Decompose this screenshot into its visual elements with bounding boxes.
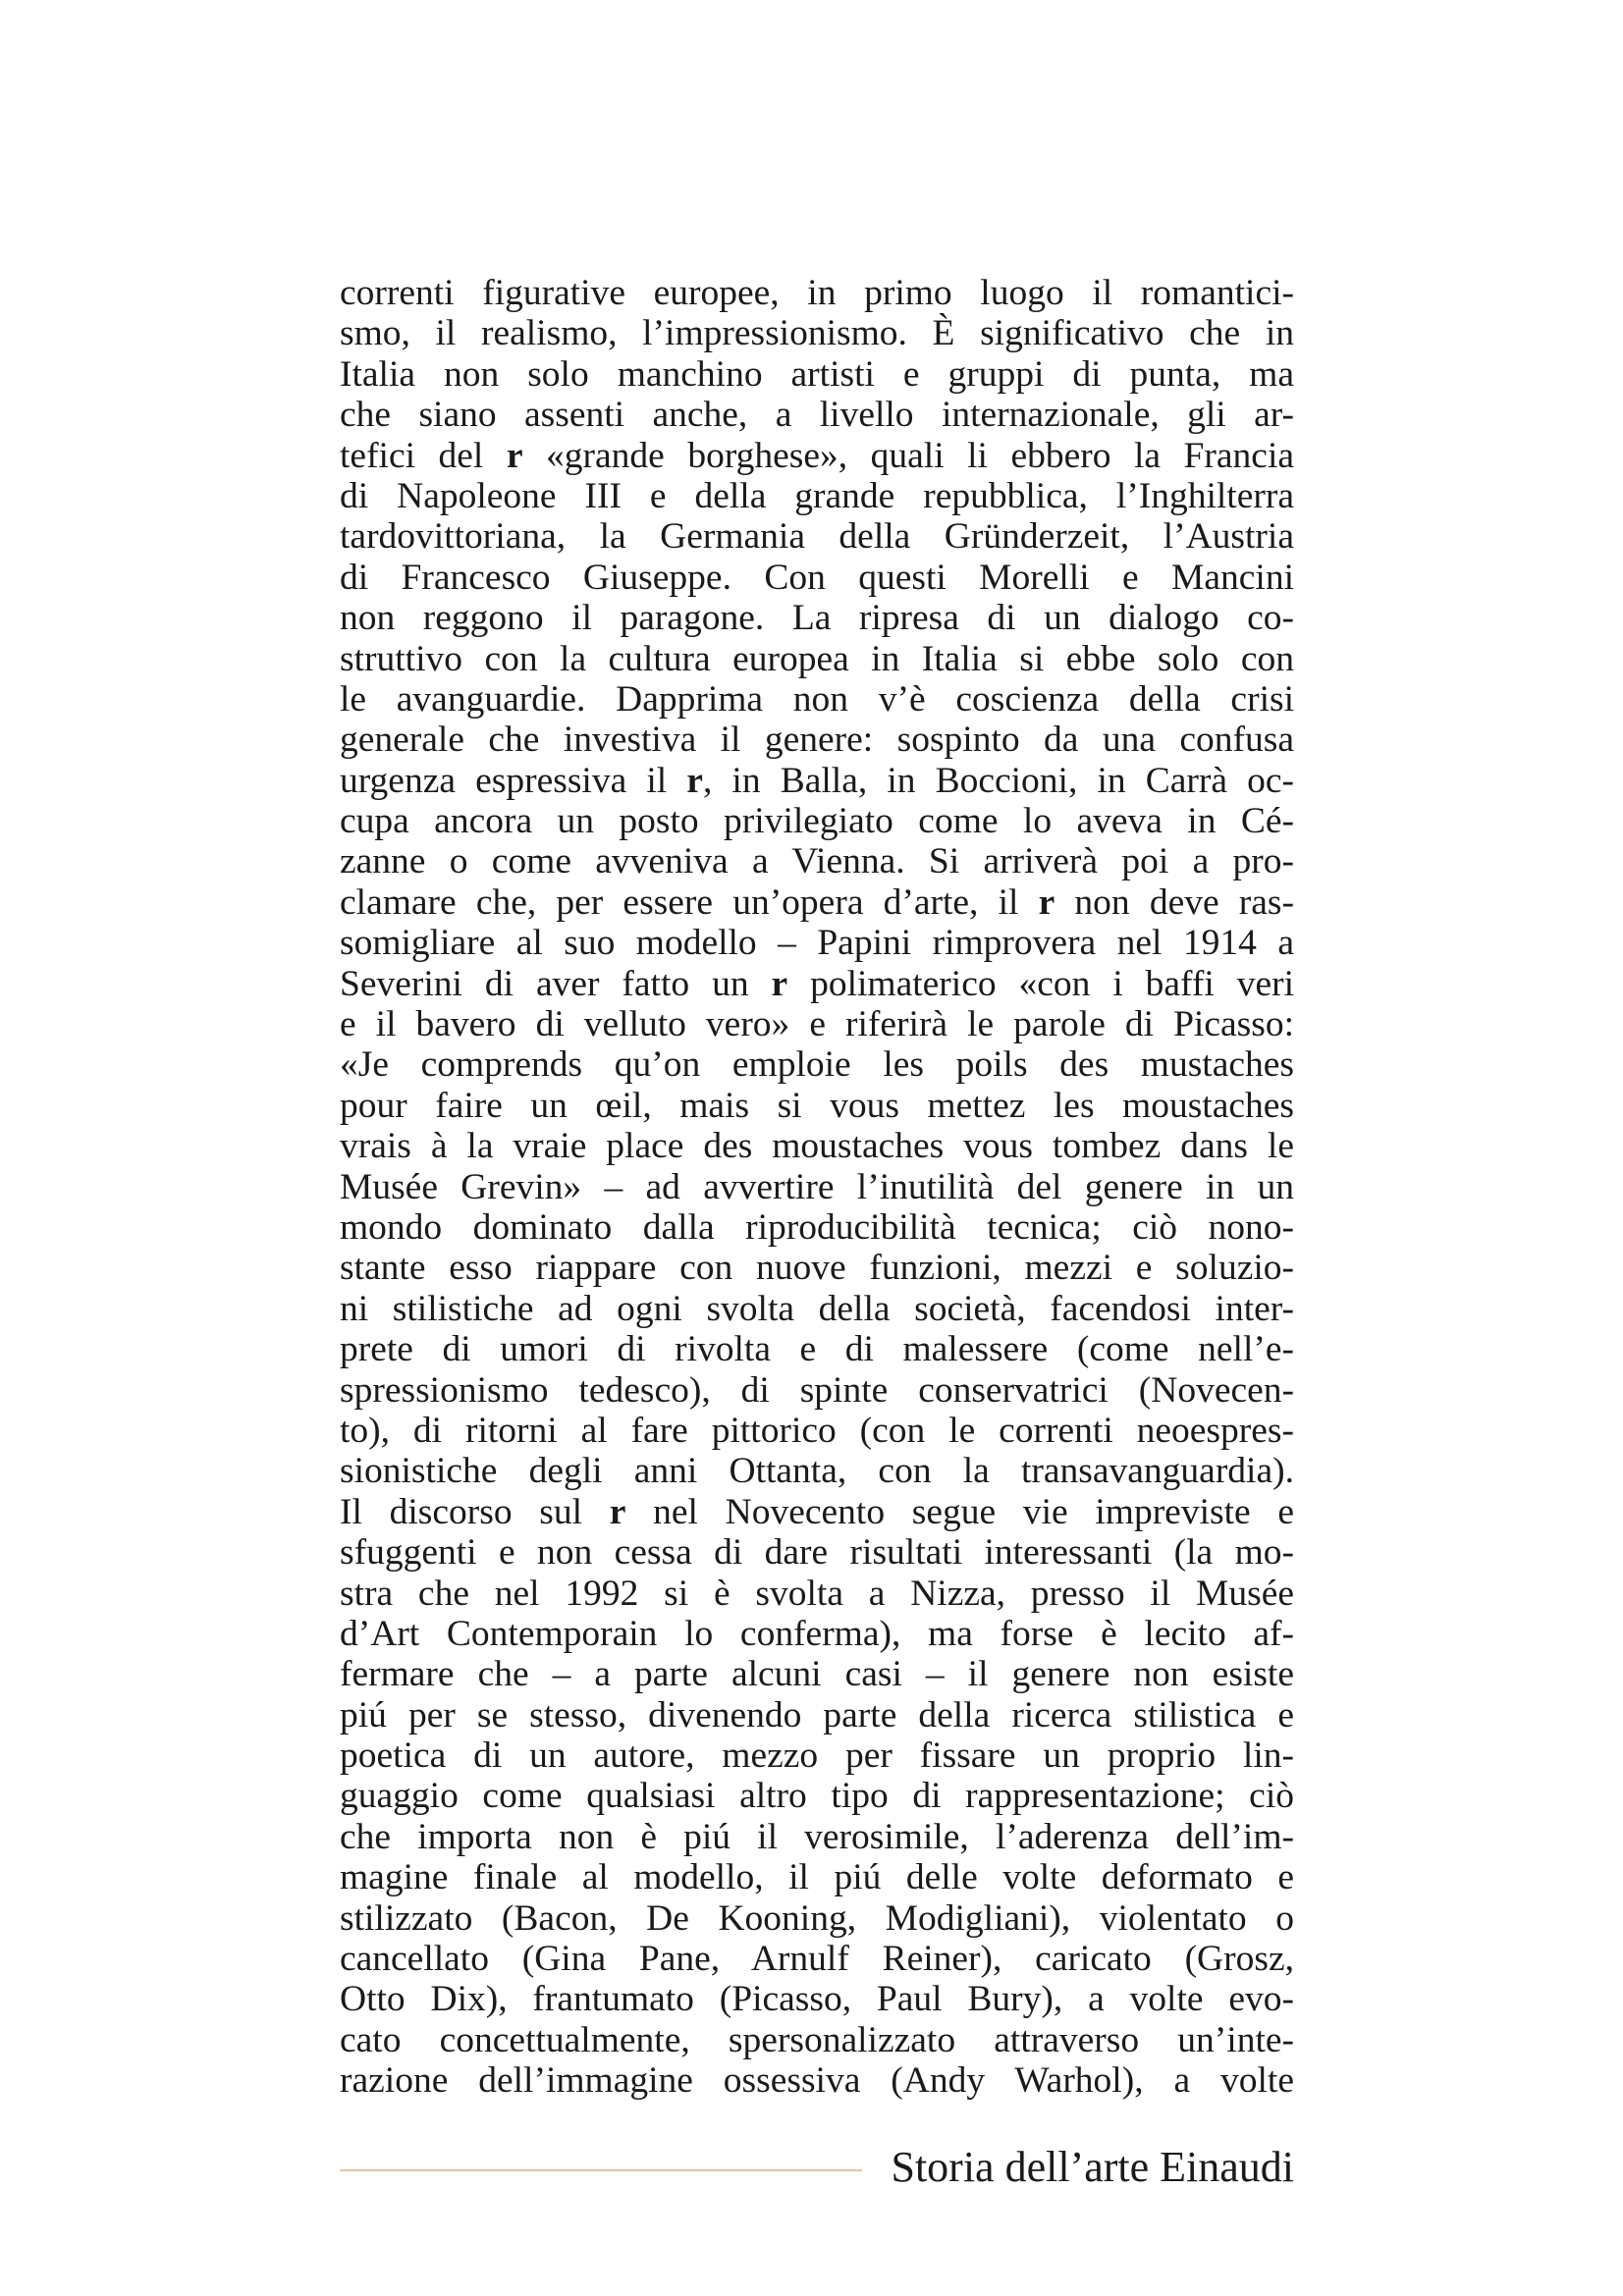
- text-line: Otto Dix), frantumato (Picasso, Paul Bury), a volte evo-: [340, 1979, 1294, 2020]
- text-line: piú per se stesso, divenendo parte della ricerca stilistica e: [340, 1694, 1294, 1735]
- text-line: sionistiche degli anni Ottanta, con la transavanguardia).: [340, 1451, 1294, 1492]
- text-line: spressionismo tedesco), di spinte conservatrici (Novecen-: [340, 1369, 1294, 1411]
- text-line: cancellato (Gina Pane, Arnulf Reiner), caricato (Grosz,: [340, 1939, 1294, 1980]
- text-line: e il bavero di velluto vero» e riferirà le parole di Picasso:: [340, 1004, 1294, 1045]
- text-line: somigliare al suo modello – Papini rimprovera nel 1914 a: [340, 923, 1294, 964]
- text-line: pour faire un œil, mais si vous mettez les moustaches: [340, 1085, 1294, 1126]
- text-line: di Napoleone III e della grande repubblica, l’Inghilterra: [340, 475, 1294, 516]
- text-line: to), di ritorni al fare pittorico (con le correnti neoespres-: [340, 1410, 1294, 1451]
- text-line: non reggono il paragone. La ripresa di un dialogo co-: [340, 598, 1294, 639]
- text-line: tardovittoriana, la Germania della Gründerzeit, l’Austria: [340, 516, 1294, 558]
- text-line: di Francesco Giuseppe. Con questi Morelli e Mancini: [340, 557, 1294, 598]
- text-line: prete di umori di rivolta e di malessere (come nell’e-: [340, 1329, 1294, 1370]
- text-line: stilizzato (Bacon, De Kooning, Modigliani), violentato o: [340, 1897, 1294, 1939]
- text-line: stante esso riappare con nuove funzioni, mezzi e soluzio-: [340, 1248, 1294, 1289]
- text-line: magine finale al modello, il piú delle volte deformato e: [340, 1857, 1294, 1898]
- text-line: razione dell’immagine ossessiva (Andy Warhol), a volte: [340, 2060, 1294, 2102]
- text-line: urgenza espressiva il r, in Balla, in Boccioni, in Carrà oc-: [340, 760, 1294, 801]
- footer-rule: [340, 2169, 862, 2171]
- text-line: sfuggenti e non cessa di dare risultati interessanti (la mo-: [340, 1532, 1294, 1574]
- text-line: zanne o come avveniva a Vienna. Si arriverà poi a pro-: [340, 841, 1294, 882]
- text-line: che siano assenti anche, a livello internazionale, gli ar-: [340, 395, 1294, 436]
- text-line: fermare che – a parte alcuni casi – il genere non esiste: [340, 1654, 1294, 1695]
- text-line: le avanguardie. Dapprima non v’è coscienza della crisi: [340, 678, 1294, 720]
- text-line: Musée Grevin» – ad avvertire l’inutilità del genere in un: [340, 1166, 1294, 1207]
- text-line: clamare che, per essere un’opera d’arte, il r non deve ras-: [340, 881, 1295, 923]
- text-line: d’Art Contemporain lo conferma), ma forse è lecito af-: [340, 1613, 1294, 1654]
- text-line: Italia non solo manchino artisti e gruppi di punta, ma: [340, 353, 1294, 395]
- text-line: mondo dominato dalla riproducibilità tecnica; ciò nono-: [340, 1206, 1294, 1248]
- text-line: Il discorso sul r nel Novecento segue vie impreviste e: [340, 1491, 1294, 1532]
- text-line: Severini di aver fatto un r polimaterico «con i baffi veri: [340, 963, 1294, 1004]
- text-line: guaggio come qualsiasi altro tipo di rappresentazione; ciò: [340, 1776, 1294, 1817]
- text-line: poetica di un autore, mezzo per fissare un proprio lin-: [340, 1735, 1294, 1777]
- text-line: che importa non è piú il verosimile, l’aderenza dell’im-: [340, 1816, 1294, 1857]
- body-text: [340, 273, 1294, 2102]
- text-line: «Je comprends qu’on emploie les poils des mustaches: [340, 1044, 1294, 1086]
- text-line: struttivo con la cultura europea in Italia si ebbe solo con: [340, 638, 1294, 679]
- text-line: generale che investiva il genere: sospinto da una confusa: [340, 720, 1294, 761]
- text-line: cato concettualmente, spersonalizzato attraverso un’inte-: [340, 2019, 1294, 2060]
- text-line: smo, il realismo, l’impressionismo. È significativo che in: [340, 313, 1294, 354]
- text-line: correnti figurative europee, in primo luogo il romantici-: [340, 273, 1294, 313]
- text-line: stra che nel 1992 si è svolta a Nizza, presso il Musée: [340, 1573, 1294, 1614]
- text-line: cupa ancora un posto privilegiato come lo aveva in Cé-: [340, 801, 1294, 842]
- text-line: tefici del r «grande borghese», quali li ebbero la Francia: [340, 435, 1295, 476]
- text-line: vrais à la vraie place des moustaches vous tombez dans le: [340, 1126, 1294, 1167]
- text-line: ni stilistiche ad ogni svolta della società, facendosi inter-: [340, 1288, 1294, 1329]
- footer-title: Storia dell’arte Einaudi: [891, 2143, 1294, 2191]
